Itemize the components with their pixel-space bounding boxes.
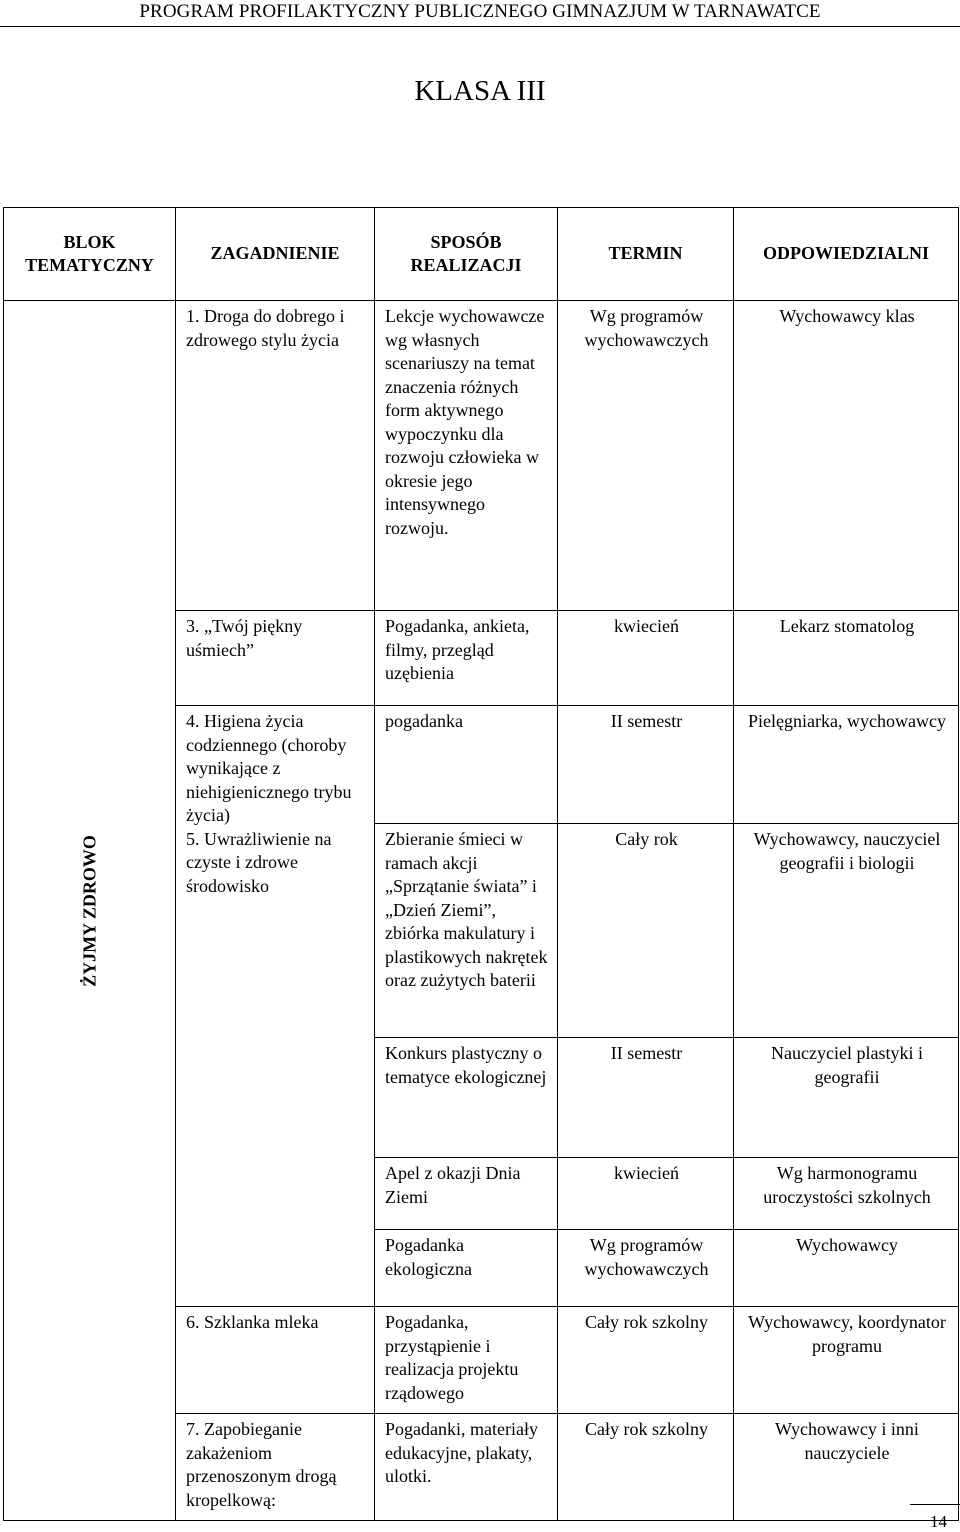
term-cell: II semestr: [558, 1038, 734, 1158]
responsible-cell: Wychowawcy, koordynator programu: [734, 1307, 959, 1414]
responsible-cell: Lekarz stomatolog: [734, 611, 959, 706]
term-cell: II semestr: [558, 706, 734, 824]
topic-cell: 6. Szklanka mleka: [176, 1307, 375, 1414]
document-header: PROGRAM PROFILAKTYCZNY PUBLICZNEGO GIMNAZJUM W TARNAWATCE: [139, 1, 821, 22]
method-cell: Apel z okazji Dnia Ziemi: [375, 1158, 558, 1230]
responsible-cell: Wg harmonogramu uroczystości szkolnych: [734, 1158, 959, 1230]
term-cell: Wg programów wychowawczych: [558, 1230, 734, 1307]
topic-text: 5. Uwrażliwienie na czyste i zdrowe środowisko: [186, 828, 332, 896]
method-cell: Pogadanki, materiały edukacyjne, plakaty, ulotki.: [375, 1414, 558, 1521]
responsible-cell: Wychowawcy klas: [734, 301, 959, 611]
block-cell: [4, 301, 176, 1521]
column-header-term: TERMIN: [558, 208, 734, 301]
responsible-cell: Nauczyciel plastyki i geografii: [734, 1038, 959, 1158]
topic-cell: 3. „Twój piękny uśmiech”: [176, 611, 375, 706]
term-cell: Wg programów wychowawczych: [558, 301, 734, 611]
method-cell: Pogadanka ekologiczna: [375, 1230, 558, 1307]
term-cell: Cały rok szkolny: [558, 1414, 734, 1521]
method-cell: Pogadanka, ankieta, filmy, przegląd uzębienia: [375, 611, 558, 706]
term-cell: kwiecień: [558, 611, 734, 706]
page-number: 14: [930, 1512, 947, 1531]
method-cell: Konkurs plastyczny o tematyce ekologicznej: [375, 1038, 558, 1158]
column-header-responsible: ODPOWIEDZIALNI: [734, 208, 959, 301]
column-header-block: BLOK TEMATYCZNY: [4, 208, 176, 301]
responsible-cell: Wychowawcy i inni nauczyciele: [734, 1414, 959, 1521]
footer-rule: [910, 1504, 960, 1505]
column-header-topic: ZAGADNIENIE: [176, 208, 375, 301]
responsible-cell: Wychowawcy: [734, 1230, 959, 1307]
term-cell: Cały rok szkolny: [558, 1307, 734, 1414]
method-cell: pogadanka: [375, 706, 558, 824]
method-cell: Lekcje wychowawcze wg własnych scenariuszy na temat znaczenia różnych form aktywnego wypoczynku dla rozwoju człowieka w okresie jego intensywnego rozwoju.: [375, 301, 558, 611]
program-table: [3, 207, 959, 1521]
method-cell: Pogadanka, przystąpienie i realizacja projektu rządowego: [375, 1307, 558, 1414]
term-cell: kwiecień: [558, 1158, 734, 1230]
method-cell: Zbieranie śmieci w ramach akcji „Sprzątanie świata” i „Dzień Ziemi”, zbiórka makulatury i plastikowych nakrętek oraz zużytych baterii: [375, 824, 558, 1038]
table-row: [4, 301, 959, 611]
header-rule: [0, 26, 960, 27]
topic-cell: 1. Droga do dobrego i zdrowego stylu życia: [176, 301, 375, 611]
page-title: KLASA III: [414, 75, 546, 107]
column-header-method: SPOSÓB REALIZACJI: [375, 208, 558, 301]
term-cell: Cały rok: [558, 824, 734, 1038]
topic-cell: [176, 706, 375, 1307]
topic-text: 4. Higiena życia codziennego (choroby wynikające z niehigienicznego trybu życia): [186, 711, 352, 825]
table-header-row: [4, 208, 959, 301]
responsible-cell: Pielęgniarka, wychowawcy: [734, 706, 959, 824]
responsible-cell: Wychowawcy, nauczyciel geografii i biologii: [734, 824, 959, 1038]
topic-cell: 7. Zapobieganie zakażeniom przenoszonym drogą kropelkową:: [176, 1414, 375, 1521]
block-name: ŻYJMY ZDROWO: [78, 834, 99, 987]
